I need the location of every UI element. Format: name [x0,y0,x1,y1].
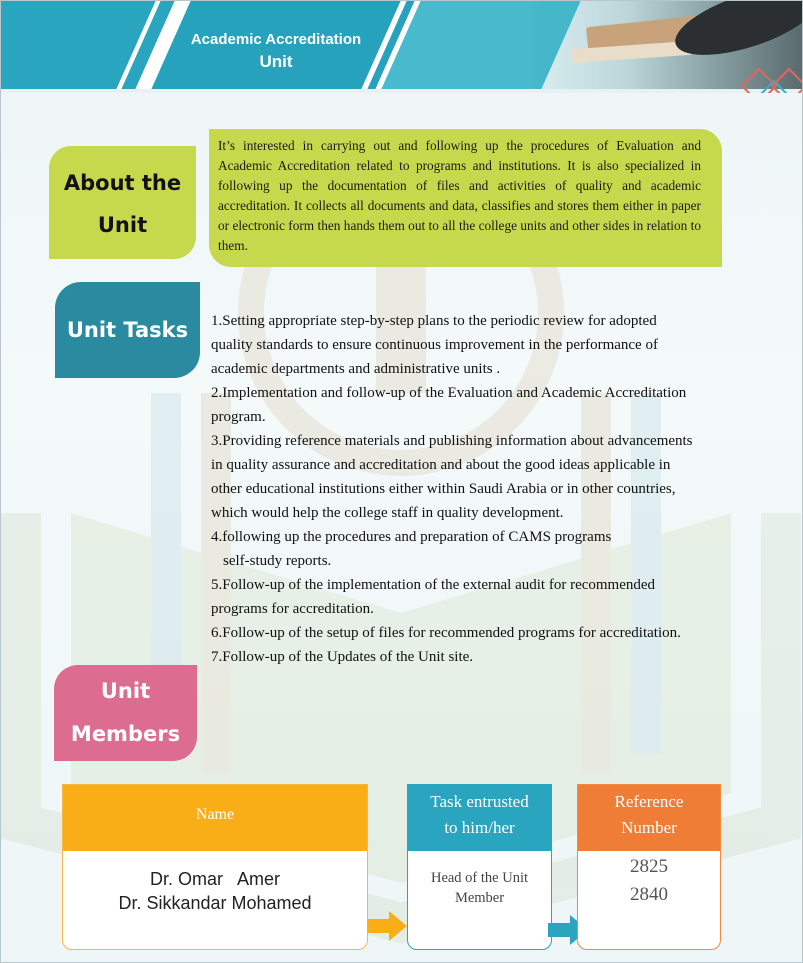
reference-header-line-1: Reference [614,792,684,811]
task-line: other educational institutions either within Saudi Arabia or in other countries, [211,481,676,497]
about-unit-text: It’s interested in carrying out and following up the procedures of Evaluation and Academic Accreditation related to programs and institutions. It is also specialized in following up the documentation of files and activities of quality and academic accreditation. It collects all documents and data, classifies and stores them either in paper or electronic form then hands them out to all the college units and other sides in relation to them. [218,138,701,253]
header-banner [1,1,802,93]
title-line-2: Unit [259,52,293,71]
task-line: in quality assurance and accreditation and about the good ideas applicable in [211,457,671,473]
member-name: Dr. Omar Amer [149,869,281,889]
task-line: 2.Implementation and follow-up of the Evaluation and Academic Accreditation [211,385,687,401]
reference-number: 2840 [630,884,668,905]
about-tab-line-2: Unit [97,213,148,237]
task-value: Head of the Unit [430,870,529,886]
task-line: 5.Follow-up of the implementation of the external audit for recommended [211,577,656,593]
task-list [408,851,551,908]
task-line: self-study reports. [223,553,332,569]
task-line: which would help the college staff in quality development. [211,505,564,521]
task-line: 3.Providing reference materials and publishing information about advancements [211,433,693,449]
title-line-1: Academic Accreditation [190,31,362,48]
about-tab-line-1: About the [63,171,182,195]
members-tab-line-2: Members [70,722,181,746]
name-card [62,784,368,950]
task-line: programs for accreditation. [211,601,374,617]
task-line: academic departments and administrative units . [211,361,501,377]
name-list [63,851,367,915]
arrow-right-icon [367,909,407,943]
task-line: quality standards to ensure continuous improvement in the performance of [211,337,658,353]
task-line: 4.following up the procedures and preparation of CAMS programs [211,529,612,545]
member-name: Dr. Sikkandar Mohamed [118,893,312,913]
task-header-line-1: Task entrusted [430,792,529,811]
reference-number: 2825 [630,856,668,877]
task-line: 7.Follow-up of the Updates of the Unit site. [211,649,474,665]
reference-list [578,851,720,909]
unit-tasks-list [211,309,771,669]
task-line: program. [211,409,266,425]
task-card [407,784,552,950]
page-title [151,29,401,73]
task-line: 1.Setting appropriate step-by-step plans to the periodic review for adopted [211,313,657,329]
members-tab-line-1: Unit [100,679,151,703]
unit-members-tab [54,665,197,761]
task-header-line-2: to him/her [444,818,515,837]
unit-tasks-tab: Unit Tasks [55,282,200,378]
reference-card [577,784,721,950]
task-value: Member [454,890,505,906]
about-unit-tab [49,146,196,259]
task-line: 6.Follow-up of the setup of files for recommended programs for accreditation. [211,625,681,641]
task-header [408,785,551,851]
name-header: Name [63,785,367,851]
header-divider [1,89,802,93]
about-unit-box [209,129,722,267]
reference-header [578,785,720,851]
reference-header-line-2: Number [621,818,677,837]
